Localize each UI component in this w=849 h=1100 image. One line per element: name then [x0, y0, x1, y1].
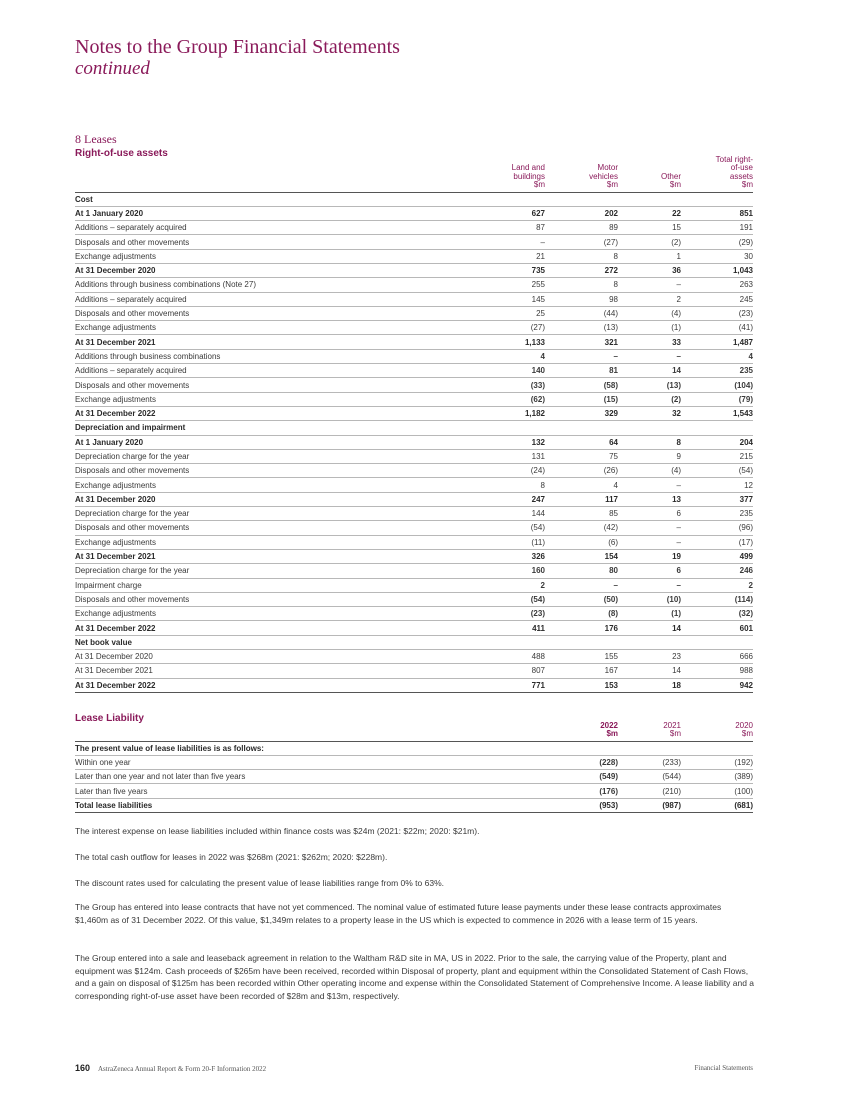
row-value: 30 [681, 249, 753, 263]
row-label: Additions through business combinations (Note 27) [75, 278, 465, 292]
row-value: 32 [618, 406, 681, 420]
row-value: (4) [618, 464, 681, 478]
row-value: 488 [465, 650, 545, 664]
row-label: Exchange adjustments [75, 535, 465, 549]
row-value: 80 [545, 564, 618, 578]
row-value: 627 [465, 206, 545, 220]
row-label: Disposals and other movements [75, 235, 465, 249]
row-value: (17) [681, 535, 753, 549]
row-value: (54) [681, 464, 753, 478]
row-value: – [545, 578, 618, 592]
row-value: (23) [681, 306, 753, 320]
row-value: 771 [465, 678, 545, 692]
table-row [75, 392, 753, 406]
lease-col-header-line: $m [669, 729, 681, 738]
row-value: 321 [545, 335, 618, 349]
row-value: 12 [681, 478, 753, 492]
row-value: 144 [465, 507, 545, 521]
row-value [465, 635, 545, 649]
row-value: 85 [545, 507, 618, 521]
row-value: (54) [465, 592, 545, 606]
table-row [75, 650, 753, 664]
row-value: 1,133 [465, 335, 545, 349]
row-value: – [618, 278, 681, 292]
page-footer [75, 1063, 753, 1073]
row-label: At 31 December 2021 [75, 664, 465, 678]
row-value: 140 [465, 364, 545, 378]
row-value: (96) [681, 521, 753, 535]
lease-table-title: Lease Liability [75, 713, 144, 724]
row-value: 329 [545, 406, 618, 420]
table-row [75, 321, 753, 335]
row-label: At 1 January 2020 [75, 435, 465, 449]
lease-col-header [545, 720, 618, 741]
table-row [75, 292, 753, 306]
rou-col-header [545, 154, 618, 192]
rou-col-header-line: Motor [597, 163, 618, 172]
row-value: 13 [618, 492, 681, 506]
rou-col-header [681, 154, 753, 192]
row-value: 1,487 [681, 335, 753, 349]
row-value: 735 [465, 263, 545, 277]
row-value: 988 [681, 664, 753, 678]
lease-col-header-line: 2022 [600, 720, 618, 730]
row-value: (228) [545, 755, 618, 769]
row-value: 6 [618, 507, 681, 521]
table-row [75, 549, 753, 563]
row-value: (15) [545, 392, 618, 406]
table-section-header [75, 741, 753, 755]
table-row [75, 464, 753, 478]
paragraph-sale-leaseback: The Group entered into a sale and leaseback agreement in relation to the Waltham R&D site in MA, US in 2022. Prior to the sale, the carrying value of the Property, plant and equipment was $124m. Cash proceeds of $265m have been received, recorded within Disposal of property, plant and equipment within the Consolidated Statement of Cash Flows, and a gain on disposal of $125m has been recorded within Other operating income and expense within the Consolidated Statement of Comprehensive Income. A lease liability and a corresponding right-of-use asset have been recorded of $28m and $13m, respectively. [75, 953, 755, 1001]
row-value [618, 192, 681, 206]
rou-col-header-line: of-use [730, 163, 753, 172]
row-value: (100) [681, 784, 753, 798]
row-value: 601 [681, 621, 753, 635]
row-value: 14 [618, 364, 681, 378]
row-value [681, 741, 753, 755]
paragraph-cash-outflow: The total cash outflow for leases in 2022 was $268m (2021: $262m; 2020: $228m). [75, 852, 388, 862]
section-title: 8 Leases [75, 132, 117, 146]
row-value: 2 [465, 578, 545, 592]
table-row [75, 435, 753, 449]
page-number: 160 [75, 1063, 91, 1073]
lease-col-header-line: $m [606, 729, 618, 738]
row-value: (26) [545, 464, 618, 478]
row-value: 9 [618, 449, 681, 463]
footer-section: Financial Statements [694, 1064, 753, 1072]
row-label: Disposals and other movements [75, 521, 465, 535]
table-row [75, 607, 753, 621]
row-value: 247 [465, 492, 545, 506]
row-label: At 31 December 2020 [75, 492, 465, 506]
row-value: 19 [618, 549, 681, 563]
row-label: Disposals and other movements [75, 592, 465, 606]
table-row [75, 578, 753, 592]
row-value [618, 421, 681, 435]
table-row [75, 798, 753, 812]
row-value [465, 192, 545, 206]
row-value [618, 741, 681, 755]
row-value [681, 421, 753, 435]
row-label: Additions through business combinations [75, 349, 465, 363]
row-value: (42) [545, 521, 618, 535]
table-section-header [75, 192, 753, 206]
rou-table-title: Right-of-use assets [75, 148, 168, 159]
lease-liability-table [75, 720, 753, 813]
row-value: 14 [618, 621, 681, 635]
row-label: At 31 December 2021 [75, 549, 465, 563]
row-value: (58) [545, 378, 618, 392]
row-value: (176) [545, 784, 618, 798]
row-value: 14 [618, 664, 681, 678]
rou-label-header [75, 154, 465, 192]
row-value: 1,043 [681, 263, 753, 277]
row-value: (33) [465, 378, 545, 392]
row-value: 167 [545, 664, 618, 678]
row-value: – [618, 535, 681, 549]
row-label: Disposals and other movements [75, 306, 465, 320]
row-value: 98 [545, 292, 618, 306]
table-row [75, 621, 753, 635]
row-value: (41) [681, 321, 753, 335]
row-label: Later than one year and not later than five years [75, 770, 545, 784]
row-value: 235 [681, 364, 753, 378]
table-row [75, 206, 753, 220]
row-value: 81 [545, 364, 618, 378]
row-value: (389) [681, 770, 753, 784]
table-row [75, 406, 753, 420]
row-value: 153 [545, 678, 618, 692]
row-value: (549) [545, 770, 618, 784]
row-value: 75 [545, 449, 618, 463]
table-row [75, 770, 753, 784]
row-value: 2 [681, 578, 753, 592]
row-value: 245 [681, 292, 753, 306]
table-row [75, 263, 753, 277]
row-value: 4 [681, 349, 753, 363]
table-row [75, 249, 753, 263]
row-value: 33 [618, 335, 681, 349]
table-row [75, 478, 753, 492]
table-row [75, 564, 753, 578]
row-value: – [545, 349, 618, 363]
row-value: – [465, 235, 545, 249]
row-value: 4 [545, 478, 618, 492]
publication-name: AstraZeneca Annual Report & Form 20-F Information 2022 [97, 1065, 267, 1073]
row-value: 21 [465, 249, 545, 263]
row-label: Total lease liabilities [75, 798, 545, 812]
lease-col-header [681, 720, 753, 741]
rou-col-header [618, 154, 681, 192]
table-row [75, 521, 753, 535]
row-label: Disposals and other movements [75, 378, 465, 392]
row-label: Exchange adjustments [75, 607, 465, 621]
row-value: 8 [618, 435, 681, 449]
table-row [75, 349, 753, 363]
row-value: 326 [465, 549, 545, 563]
paragraph-discount-rates: The discount rates used for calculating the present value of lease liabilities range from 0% to 63%. [75, 878, 445, 888]
row-label: Exchange adjustments [75, 392, 465, 406]
row-value [465, 421, 545, 435]
rou-assets-table [75, 154, 753, 693]
row-label: Impairment charge [75, 578, 465, 592]
row-value: (54) [465, 521, 545, 535]
row-value: 2 [618, 292, 681, 306]
row-value: (62) [465, 392, 545, 406]
row-value: 411 [465, 621, 545, 635]
row-value: (32) [681, 607, 753, 621]
row-value: (192) [681, 755, 753, 769]
row-value: (1) [618, 607, 681, 621]
row-label: At 31 December 2022 [75, 678, 465, 692]
row-value: 132 [465, 435, 545, 449]
row-value: – [618, 521, 681, 535]
row-value: 272 [545, 263, 618, 277]
row-value [681, 192, 753, 206]
table-row [75, 755, 753, 769]
table-row [75, 335, 753, 349]
row-value: (953) [545, 798, 618, 812]
row-label: Depreciation charge for the year [75, 507, 465, 521]
row-value: 1 [618, 249, 681, 263]
row-value: (79) [681, 392, 753, 406]
paragraph-interest-expense: The interest expense on lease liabilities included within finance costs was $24m (2021: $22m; 2020: $21m). [75, 826, 480, 836]
rou-col-header-line: $m [669, 180, 681, 189]
lease-col-header-line: $m [741, 729, 753, 738]
rou-col-header-line: Total right- [715, 154, 753, 164]
row-value: 202 [545, 206, 618, 220]
row-label: Within one year [75, 755, 545, 769]
row-label: Cost [75, 192, 465, 206]
table-row [75, 592, 753, 606]
row-value: 145 [465, 292, 545, 306]
row-label: Additions – separately acquired [75, 364, 465, 378]
row-value: (114) [681, 592, 753, 606]
table-row [75, 664, 753, 678]
row-value: 8 [465, 478, 545, 492]
table-row [75, 449, 753, 463]
row-label: Additions – separately acquired [75, 221, 465, 235]
row-value: 851 [681, 206, 753, 220]
row-value: 1,543 [681, 406, 753, 420]
row-value: (4) [618, 306, 681, 320]
row-label: Disposals and other movements [75, 464, 465, 478]
table-row [75, 678, 753, 692]
row-value [545, 741, 618, 755]
row-value: (2) [618, 392, 681, 406]
row-label: At 31 December 2022 [75, 621, 465, 635]
row-value: (13) [618, 378, 681, 392]
row-value [681, 635, 753, 649]
rou-col-header-line: buildings [513, 171, 545, 181]
row-value: 64 [545, 435, 618, 449]
row-value: 377 [681, 492, 753, 506]
row-value: 4 [465, 349, 545, 363]
lease-col-header-line: 2020 [735, 720, 753, 730]
row-label: Additions – separately acquired [75, 292, 465, 306]
row-value: – [618, 349, 681, 363]
row-value [545, 421, 618, 435]
row-label: The present value of lease liabilities is as follows: [75, 741, 545, 755]
row-value: (233) [618, 755, 681, 769]
row-value: 23 [618, 650, 681, 664]
table-row [75, 378, 753, 392]
row-value: (6) [545, 535, 618, 549]
table-section-header [75, 421, 753, 435]
row-label: At 31 December 2020 [75, 263, 465, 277]
row-value: 176 [545, 621, 618, 635]
rou-col-header-line: vehicles [589, 171, 618, 181]
row-value: (27) [465, 321, 545, 335]
row-value: (13) [545, 321, 618, 335]
row-label: Exchange adjustments [75, 321, 465, 335]
row-value: (23) [465, 607, 545, 621]
row-value: 155 [545, 650, 618, 664]
row-value: 1,182 [465, 406, 545, 420]
row-value: (44) [545, 306, 618, 320]
row-value: (8) [545, 607, 618, 621]
row-value: 807 [465, 664, 545, 678]
table-row [75, 306, 753, 320]
row-value: (210) [618, 784, 681, 798]
rou-col-header-line: $m [606, 180, 618, 189]
row-value [545, 192, 618, 206]
table-row [75, 784, 753, 798]
table-row [75, 235, 753, 249]
row-label: Depreciation charge for the year [75, 564, 465, 578]
row-value: 36 [618, 263, 681, 277]
row-value: 8 [545, 249, 618, 263]
row-value: 160 [465, 564, 545, 578]
table-row [75, 364, 753, 378]
row-value: (27) [545, 235, 618, 249]
row-label: At 31 December 2022 [75, 406, 465, 420]
row-value: 191 [681, 221, 753, 235]
row-value: 8 [545, 278, 618, 292]
row-value: 246 [681, 564, 753, 578]
table-row [75, 492, 753, 506]
page-subtitle: continued [75, 58, 150, 79]
row-label: Depreciation charge for the year [75, 449, 465, 463]
row-value: (1) [618, 321, 681, 335]
row-value: 215 [681, 449, 753, 463]
table-section-header [75, 635, 753, 649]
row-value: 154 [545, 549, 618, 563]
row-value: (10) [618, 592, 681, 606]
row-label: Depreciation and impairment [75, 421, 465, 435]
lease-col-header [618, 720, 681, 741]
rou-col-header-line: $m [741, 180, 753, 189]
row-label: At 31 December 2020 [75, 650, 465, 664]
row-value: (29) [681, 235, 753, 249]
row-value: 131 [465, 449, 545, 463]
row-value: (681) [681, 798, 753, 812]
row-value: 666 [681, 650, 753, 664]
row-value: 15 [618, 221, 681, 235]
row-label: Exchange adjustments [75, 478, 465, 492]
table-row [75, 221, 753, 235]
lease-col-header-line: 2021 [663, 720, 681, 730]
paragraph-uncommenced-leases: The Group has entered into lease contracts that have not yet commenced. The nominal value of estimated future lease payments under these lease contracts approximates $1,460m as of 31 December 2022. Of this value, $1,349m relates to a property lease in the US which is expected to commence in 2026 with a lease term of 15 years. [75, 902, 722, 925]
row-value: (2) [618, 235, 681, 249]
row-value: 89 [545, 221, 618, 235]
row-value: (544) [618, 770, 681, 784]
rou-col-header-line: Land and [511, 163, 545, 172]
row-label: At 31 December 2021 [75, 335, 465, 349]
row-value: (104) [681, 378, 753, 392]
row-value: 117 [545, 492, 618, 506]
row-label: Net book value [75, 635, 465, 649]
table-row [75, 507, 753, 521]
row-value: (987) [618, 798, 681, 812]
row-value: 235 [681, 507, 753, 521]
rou-col-header-line: assets [729, 171, 753, 181]
row-value: – [618, 478, 681, 492]
row-value: 942 [681, 678, 753, 692]
page-title: Notes to the Group Financial Statements [75, 36, 400, 58]
row-value: 6 [618, 564, 681, 578]
row-value [618, 635, 681, 649]
table-row [75, 278, 753, 292]
row-label: Later than five years [75, 784, 545, 798]
row-value: – [618, 578, 681, 592]
row-label: Exchange adjustments [75, 249, 465, 263]
table-row [75, 535, 753, 549]
row-label: At 1 January 2020 [75, 206, 465, 220]
row-value: 204 [681, 435, 753, 449]
row-value: (11) [465, 535, 545, 549]
row-value: 22 [618, 206, 681, 220]
row-value: (50) [545, 592, 618, 606]
lease-label-header [75, 720, 545, 741]
row-value: 87 [465, 221, 545, 235]
row-value: 18 [618, 678, 681, 692]
rou-col-header-line: Other [660, 171, 681, 181]
row-value [545, 635, 618, 649]
row-value: 263 [681, 278, 753, 292]
rou-col-header-line: $m [533, 180, 545, 189]
rou-col-header [465, 154, 545, 192]
row-value: 499 [681, 549, 753, 563]
row-value: 25 [465, 306, 545, 320]
row-value: (24) [465, 464, 545, 478]
row-value: 255 [465, 278, 545, 292]
